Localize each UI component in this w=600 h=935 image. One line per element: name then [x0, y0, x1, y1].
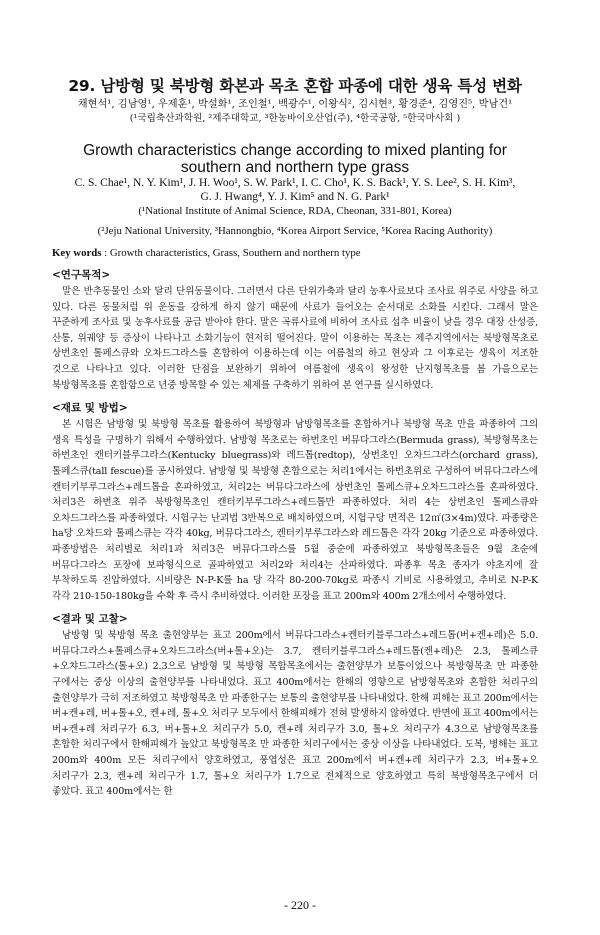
- paper-page: [0, 76, 600, 935]
- section-body-purpose: 말은 반추동물인 소와 달리 단위동물이다. 그러면서 다른 단위가축과 달리 농후사료보다 조사료 위주로 사양을 하고 있다. 다른 동물처럼 위 운동을 강하게 하지 않기 때문에 사료가 들어오는 순서대로 소화를 시킨다. 그래서 말은 꾸준하게 조사료 및 농후사료를 공급 받아야 한다. 말은 곡류사료에 비하여 조사료 섭추 비율이 낮을 경우 대장 산성증, 산통, 위궤양 등 증상이 나타나고 소화기능이 현저히 떨어진다. 말이 이용하는 목초는 제주지역에서는 북방형목초로 상번초인 톨페스큐와 오차드그라스를 혼합하여 이용하는데 이는 여름철의 하고 현상과 그 이후로는 생육이 저조한 것으로 나타나고 있다. 이러한 단점을 보완하기 위하여 여름철에 생육이 왕성한 난지형목초를 봄 가을으로는 북방형목초를 혼합함으로 년중 방목할 수 있는 체제를 구축하기 위하여 본 연구를 실시하였다.: [52, 286, 538, 391]
- korean-title: 29. 남방형 및 북방형 화본과 목초 혼합 파종에 대한 생육 특성 변화: [68, 77, 522, 95]
- section-heading-results: <결과 및 고찰>: [52, 613, 128, 626]
- korean-authors: 채현석¹, 김남영¹, 우제훈¹, 박설화¹, 조인철¹, 백광수¹, 이왕식², 김시현³, 황경준⁴, 김영진⁵, 박남건¹: [77, 99, 513, 110]
- keywords-text: : Growth characteristics, Grass, Southern and northern type: [101, 247, 361, 259]
- page-number: - 220 -: [284, 898, 316, 912]
- english-title-line-2: southern and northern type grass: [180, 159, 410, 176]
- english-affiliation-1: (¹National Institute of Animal Science, RDA, Cheonan, 331-801, Korea): [138, 205, 452, 217]
- section-body-methods: 본 시험은 남방형 및 북방형 목초를 활용하여 북방형과 남방형목초를 혼합하거나 북방형 목초 만을 파종하여 그의 생육 특성을 구명하기 위해서 수행하였다. 남방형 목초로는 하번초인 버뮤다그라스(Bermuda grass), 북방형목초는 하번초인 캔터키블루그라스(Kentucky bluegrass)와 레드톱(redtop), 상번초인 오차드그라스(orchard grass), 톨페스큐(tall fescue)를 공시하였다. 남방형 및 북방형 혼합으로는 처리1에서는 하번초위로 구성하여 버뮤다그라스에 캔터키부루그라스+레드톱을 혼파하였고, 처리2는 버뮤다그라스에 상번초인 톨페스큐+오차드그라스를 혼파하였다. 처리3은 하번초 위주 북방형목초인 캔터키부루그라스+레드톱만 파종하였다. 처리 4는 상번초인 톨페스큐와 오차드그라스를 파종하였다. 시험구는 난괴법 3반복으로 배치하였으며, 시험구당 면적은 12㎡(3×4m)였다. 파종량은 ha당 오차드와 톨페스큐는 각각 40kg, 버뮤다그라스, 켄터키부루그라스와 레드톱은 각각 20kg 기준으로 파종하였다. 파종방법은 처리별로 처리1과 처리3은 버뮤다그라스를 5월 중순에 파종하였고 북방형목초들은 9월 초순에 버뮤다그라스 포장에 보파형식으로 골파하였고 처리2와 처리4는 산파하였다. 파종후 목초 종자가 야초지에 잘 부착하도록 진압하였다. 시비량은 N-P-K를 ha 당 각각 80-200-70kg로 파종시 기비로 시용하였고, 추비로 N-P-K 각각 210-150-180kg을 수확 후 즉시 추비하였다. 이러한 포장을 표고 200m와 400m 2개소에서 수행하였다.: [52, 419, 538, 602]
- english-authors: [52, 176, 538, 204]
- keywords: [52, 246, 538, 260]
- english-authors-line-1: C. S. Chae¹, N. Y. Kim¹, J. H. Woo¹, S. W. Park¹, I. C. Cho¹, K. S. Back¹, Y. S. Lee², S. H. Kim³,: [74, 177, 516, 189]
- section-heading-methods: <재료 및 방법>: [52, 402, 128, 415]
- english-title: [52, 142, 538, 176]
- section-heading-purpose: <연구목적>: [52, 269, 111, 281]
- korean-affiliations: (¹국립축산과학원, ²제주대학교, ³한농바이오산업(주), ⁴한국공항, ⁵한국마사회 ): [129, 113, 461, 124]
- english-authors-line-2: G. J. Hwang⁴, Y. J. Kim⁵ and N. G. Park¹: [200, 191, 390, 203]
- keywords-label: Key words: [52, 247, 102, 259]
- english-affiliation-2: (²Jeju National University, ³Hannongbio, ⁴Korea Airport Service, ⁵Korea Racing Authority): [97, 225, 493, 237]
- english-title-line-1: Growth characteristics change according to mixed planting for: [83, 142, 507, 159]
- section-body-results: 남방형 및 북방형 목초 출현양부는 표고 200m에서 버뮤다그라스+켄터키블루그라스+레드톱(버+켄+레)은 5.0. 버뮤다그라스+톨페스큐+오차드그라스(버+톨+오)는 3.7, 켄터키블루그라스+레드톱(켄+레)은 2.3, 톨페스큐+오챠드그라스(톨+오) 2.3으로 남방형 및 북방형 목합목초에서는 출현양부가 보통이었으나 북방형목초 만 파종한 구에서는 중상 이상의 출현양부를 나타내었다. 표고 400m에서는 한해의 영향으로 남방형목초와 혼합한 처리구의 출현양부가 극히 저조하였고 북방형목초 만 파종한구는 보통의 출현양부를 나타내었다. 한해 피해는 표고 200m에서는 버+켄+레, 버+톨+오, 켄+레, 톨+오 처리구 모두에서 한해피해가 전혀 발생하지 않하였다. 반면에 표고 400m에서는 버+켄+레 처리구가 6.3, 버+톨+오 처리구가 5.0, 켄+레 처리구가 3.0, 톨+오 처리구가 4.3으로 남방형목초를 혼합한 처리구에서 한해피해가 높았고 북방형목초 만 파종한 처리구에서는 중상 이상을 나타내었다. 도복, 병해는 표고 200m와 400m 모든 처리구에서 양호하였고, 풍엽성은 표고 200m에서 버+켄+레 처리구가 2.3, 버+톨+오 처리구가 2.3, 켄+레 처리구가 1.7, 톨+오 처리구가 1.7으로 전체적으로 양호하였고 특히 북방형목초구에서 더 좋았다. 표고 400m에서는 한: [52, 630, 538, 798]
